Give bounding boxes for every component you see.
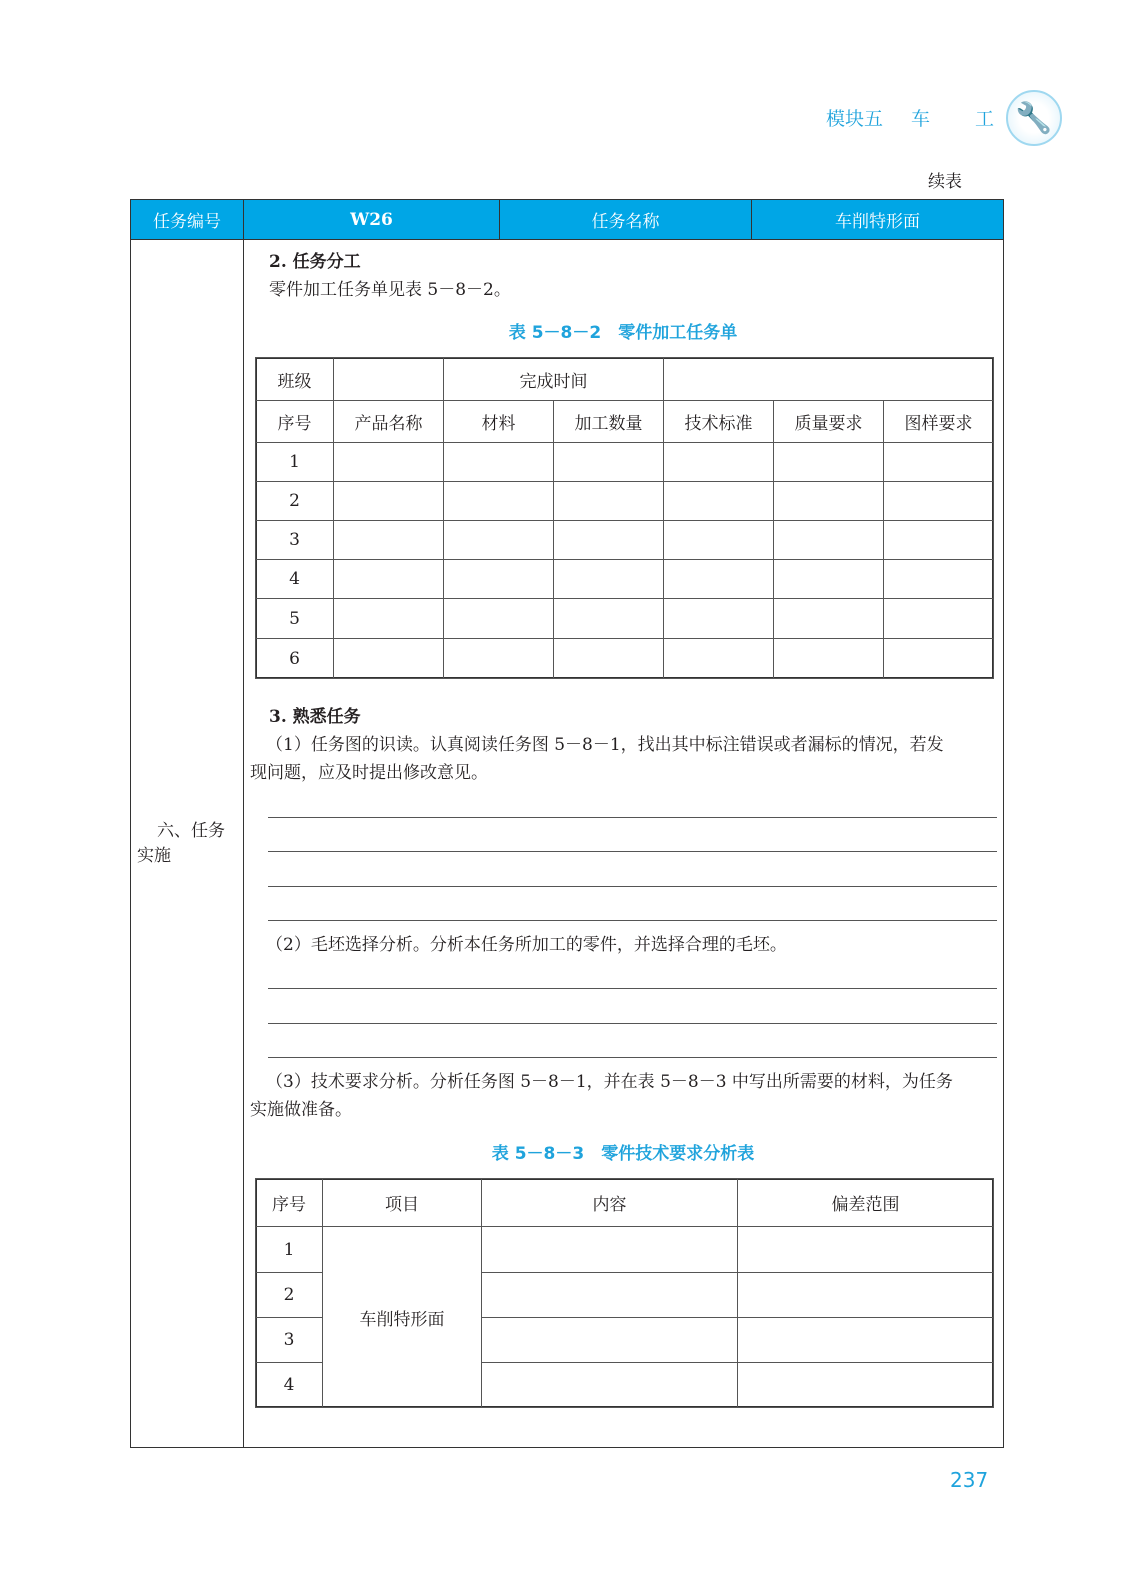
table-cell[interactable] (553, 520, 664, 560)
paragraph-1-line-1: （1）任务图的识读。认真阅读任务图 5－8－1，找出其中标注错误或者漏标的情况，若发 (266, 735, 944, 755)
table-cell[interactable] (553, 481, 664, 521)
wrench-icon: 🔧 (1006, 90, 1062, 146)
tolerance-cell[interactable] (737, 1272, 994, 1318)
table-cell[interactable] (883, 481, 994, 521)
row-number: 3 (255, 520, 334, 560)
table-cell[interactable] (333, 638, 444, 679)
table-cell[interactable] (553, 598, 664, 639)
column-header: 产品名称 (333, 400, 444, 443)
table-cell[interactable] (883, 559, 994, 599)
page-number: 237 (950, 1468, 989, 1492)
column-header: 序号 (255, 1178, 323, 1227)
section-2-heading (269, 252, 361, 272)
answer-line[interactable] (268, 988, 997, 989)
section-2-text: 零件加工任务单见表 5－8－2。 (269, 280, 511, 300)
table-cell[interactable] (333, 559, 444, 599)
column-header: 内容 (481, 1178, 738, 1227)
row-number: 5 (255, 598, 334, 639)
answer-line[interactable] (268, 851, 997, 852)
running-header-title-b: 工 (975, 108, 995, 130)
column-header: 加工数量 (553, 400, 664, 443)
tolerance-cell[interactable] (737, 1226, 994, 1273)
table-cell[interactable] (883, 638, 994, 679)
table-cell[interactable] (443, 481, 554, 521)
table-cell[interactable] (773, 520, 884, 560)
row-number: 2 (255, 481, 334, 521)
heading-text: 任务分工 (292, 252, 361, 272)
tolerance-cell[interactable] (737, 1362, 994, 1408)
column-header: 偏差范围 (737, 1178, 994, 1227)
column-header: 项目 (322, 1178, 482, 1227)
section-3-heading (269, 707, 361, 727)
task-name-label: 任务名称 (499, 199, 752, 240)
column-header: 质量要求 (773, 400, 884, 443)
table-cell[interactable] (663, 598, 774, 639)
section-label: 六、任务 (157, 821, 225, 841)
row-number: 6 (255, 638, 334, 679)
paragraph-3-line-2: 实施做准备。 (250, 1100, 352, 1120)
table-cell[interactable] (443, 442, 554, 482)
table-cell[interactable] (333, 598, 444, 639)
table-cell[interactable] (663, 559, 774, 599)
column-header: 材料 (443, 400, 554, 443)
table-cell[interactable] (883, 442, 994, 482)
content-cell[interactable] (481, 1226, 738, 1273)
heading-number: 3. (269, 707, 287, 727)
table-cell[interactable] (553, 638, 664, 679)
table-cell[interactable] (443, 598, 554, 639)
paragraph-2: （2）毛坯选择分析。分析本任务所加工的零件，并选择合理的毛坯。 (266, 935, 787, 955)
answer-line[interactable] (268, 1057, 997, 1058)
paragraph-1-line-2: 现问题，应及时提出修改意见。 (250, 763, 488, 783)
table-cell[interactable] (883, 598, 994, 639)
column-header: 技术标准 (663, 400, 774, 443)
table-cell[interactable] (773, 442, 884, 482)
answer-line[interactable] (268, 1023, 997, 1024)
table-cell[interactable] (773, 481, 884, 521)
row-number: 1 (255, 1226, 323, 1273)
table-cell[interactable] (553, 442, 664, 482)
answer-line[interactable] (268, 817, 997, 818)
class-value-cell[interactable] (333, 357, 444, 401)
answer-line[interactable] (268, 920, 997, 921)
row-number: 4 (255, 1362, 323, 1408)
content-cell[interactable] (481, 1272, 738, 1318)
item-cell: 车削特形面 (322, 1226, 482, 1408)
table-cell[interactable] (773, 559, 884, 599)
column-header: 序号 (255, 400, 334, 443)
table-cell[interactable] (333, 442, 444, 482)
completion-time-value-cell[interactable] (663, 357, 994, 401)
table2-caption: 表 5－8－3 零件技术要求分析表 (491, 1144, 755, 1164)
class-label: 班级 (255, 357, 334, 401)
table-cell[interactable] (663, 520, 774, 560)
row-number: 4 (255, 559, 334, 599)
table-cell[interactable] (553, 559, 664, 599)
continued-label: 续表 (928, 172, 962, 192)
row-number: 3 (255, 1317, 323, 1363)
table-cell[interactable] (333, 520, 444, 560)
answer-line[interactable] (268, 886, 997, 887)
table1-caption: 表 5－8－2 零件加工任务单 (508, 323, 738, 343)
content-cell[interactable] (481, 1362, 738, 1408)
table-cell[interactable] (443, 559, 554, 599)
tolerance-cell[interactable] (737, 1317, 994, 1363)
table-cell[interactable] (443, 520, 554, 560)
section-label-2: 实施 (137, 846, 171, 866)
table-cell[interactable] (443, 638, 554, 679)
content-cell[interactable] (481, 1317, 738, 1363)
table-cell[interactable] (663, 481, 774, 521)
paragraph-3-line-1: （3）技术要求分析。分析任务图 5－8－1，并在表 5－8－3 中写出所需要的材料，为任务 (266, 1072, 953, 1092)
column-divider (243, 239, 244, 1448)
task-no-label: 任务编号 (130, 199, 244, 240)
table-cell[interactable] (773, 638, 884, 679)
running-header-module: 模块五 (826, 108, 884, 130)
table-cell[interactable] (773, 598, 884, 639)
table-cell[interactable] (883, 520, 994, 560)
row-number: 1 (255, 442, 334, 482)
row-number: 2 (255, 1272, 323, 1318)
running-header-title-a: 车 (911, 108, 931, 130)
table-cell[interactable] (663, 442, 774, 482)
task-no: W26 (243, 199, 500, 240)
heading-text: 熟悉任务 (292, 707, 361, 727)
heading-number: 2. (269, 252, 287, 272)
table-cell[interactable] (663, 638, 774, 679)
table-cell[interactable] (333, 481, 444, 521)
task-name: 车削特形面 (751, 199, 1004, 240)
column-header: 图样要求 (883, 400, 994, 443)
completion-time-label: 完成时间 (443, 357, 664, 401)
